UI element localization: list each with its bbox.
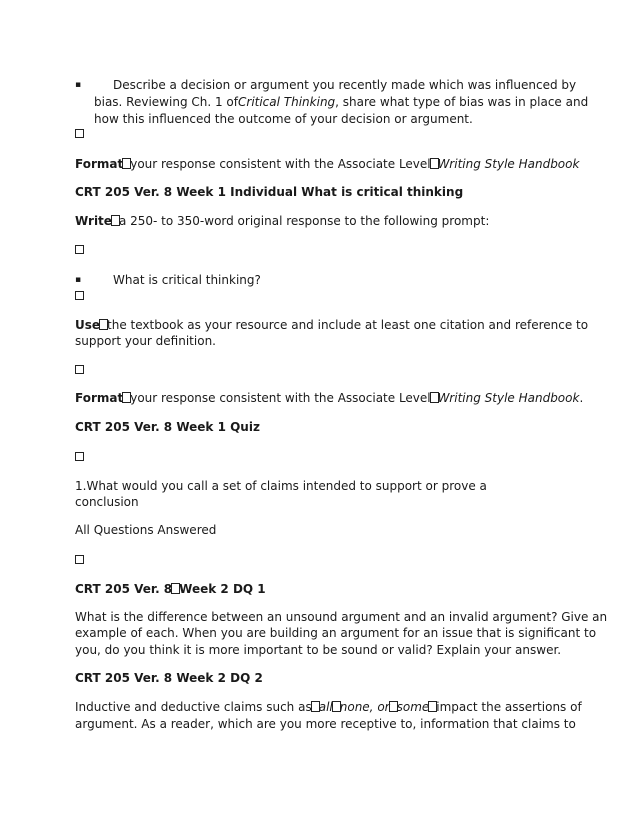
use-keyword: Use <box>75 318 101 332</box>
format-keyword: Format <box>75 391 124 405</box>
use-instruction-line-2: support your definition. <box>75 334 216 348</box>
bullet-1-line-2-text: bias. Reviewing Ch. 1 of <box>94 95 238 109</box>
heading-individual: CRT 205 Ver. 8 Week 1 Individual What is critical thinking <box>75 185 464 199</box>
bullet-1-line-2-tail: , share what type of bias was in place and <box>335 95 589 109</box>
bullet-1-line-1: Describe a decision or argument you recently made which was influenced by <box>113 78 577 92</box>
format-instruction-1 <box>75 157 579 172</box>
write-keyword: Write <box>75 214 112 228</box>
use-text: the textbook as your resource and include at least one citation and reference to <box>107 318 589 332</box>
all-answered-text: All Questions Answered <box>75 523 217 537</box>
heading-dq2: CRT 205 Ver. 8 Week 2 DQ 2 <box>75 671 263 685</box>
handbook-title-italic: Writing Style Handbook <box>437 391 580 405</box>
format-instruction-2 <box>75 391 583 406</box>
dq2-body-line-2: argument. As a reader, which are you more receptive to, information that claims to <box>75 717 576 731</box>
checkbox-glyph <box>75 555 84 564</box>
checkbox-glyph <box>75 129 84 138</box>
dq1-body-line-1: What is the difference between an unsound argument and an invalid argument? Give an <box>75 610 608 624</box>
dq2-some-italic: some <box>396 700 430 714</box>
heading-dq1-part-1: CRT 205 Ver. 8 <box>75 582 173 596</box>
checkbox-glyph <box>75 365 84 374</box>
bullet-marker: ▪ <box>75 275 82 285</box>
use-instruction-line-1 <box>75 318 588 333</box>
dq2-text: Inductive and deductive claims such as <box>75 700 312 714</box>
format-keyword: Format <box>75 157 124 171</box>
heading-dq1-part-2: Week 2 DQ 1 <box>179 582 266 596</box>
dq1-body-line-3: you, do you think it is more important to be sound or valid? Explain your answer. <box>75 643 562 657</box>
format-tail: . <box>579 391 584 405</box>
dq2-body-line-1 <box>75 700 582 715</box>
heading-dq1 <box>75 582 266 597</box>
bullet-2-text: What is critical thinking? <box>113 273 261 287</box>
bullet-marker: ▪ <box>75 80 82 90</box>
checkbox-glyph <box>75 245 84 254</box>
dq1-body-line-2: example of each. When you are building an argument for an issue that is significant to <box>75 626 597 640</box>
dq2-all-italic: all <box>318 700 333 714</box>
handbook-title-italic: Writing Style Handbook <box>437 157 580 171</box>
write-text: a 250- to 350-word original response to the following prompt: <box>118 214 490 228</box>
quiz-question-line-2: conclusion <box>75 495 139 509</box>
checkbox-glyph <box>75 291 84 300</box>
bullet-1-line-3: how this influenced the outcome of your decision or argument. <box>94 112 473 126</box>
format-text: your response consistent with the Associate Level <box>130 157 431 171</box>
book-title-italic: Critical Thinking <box>238 95 336 109</box>
dq2-none-italic: none, or <box>339 700 390 714</box>
format-text: your response consistent with the Associate Level <box>130 391 431 405</box>
quiz-question-line-1: 1.What would you call a set of claims intended to support or prove a <box>75 479 487 493</box>
dq2-text-tail: impact the assertions of <box>436 700 582 714</box>
heading-quiz: CRT 205 Ver. 8 Week 1 Quiz <box>75 420 260 434</box>
write-instruction <box>75 214 489 229</box>
bullet-1-line-2 <box>94 95 588 110</box>
checkbox-glyph <box>75 452 84 461</box>
